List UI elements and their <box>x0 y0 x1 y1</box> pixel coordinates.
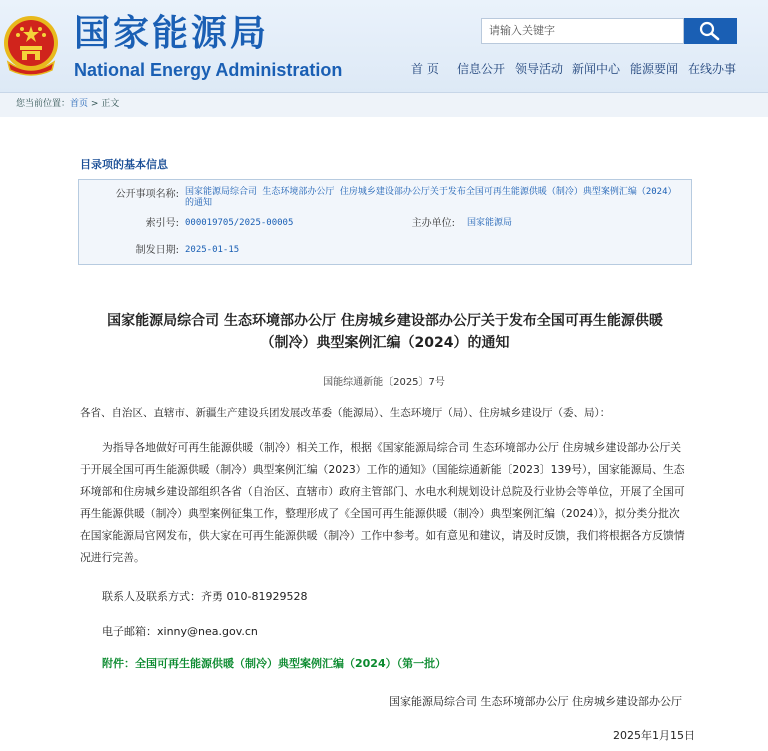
contact-email: 电子邮箱：xinny@nea.gov.cn <box>102 625 258 638</box>
search-button[interactable] <box>684 18 737 44</box>
breadcrumb <box>16 97 119 111</box>
meta-unit-value: 国家能源局 <box>467 218 513 228</box>
meta-name-value: 国家能源局综合司 生态环境部办公厅 住房城乡建设部办公厅关于发布全国可再生能源供暖（制冷）典型案例汇编（2024）的通知 <box>185 187 677 208</box>
meta-info-box <box>78 179 692 265</box>
breadcrumb-home[interactable]: 首页 <box>70 99 89 109</box>
site-title-cn[interactable]: 国家能源局 <box>74 13 270 54</box>
article-recipients: 各省、自治区、直辖市、新疆生产建设兵团发展改革委（能源局）、生态环境厅（局）、住房城乡建设厅（委、局）： <box>80 407 611 419</box>
breadcrumb-prefix: 您当前位置： <box>16 99 71 109</box>
sign-date: 2025年1月15日 <box>613 729 695 742</box>
site-header <box>0 0 768 92</box>
meta-date-value: 2025-01-15 <box>185 245 240 255</box>
nav-info-disclosure[interactable]: 信息公开 <box>457 62 506 76</box>
search-icon <box>699 21 721 41</box>
article-body: 为指导各地做好可再生能源供暖（制冷）相关工作，根据《国家能源局综合司 生态环境部办公厅 住房城乡建设部办公厅关于开展全国可再生能源供暖（制冷）典型案例汇编（2023）工作的通知》（国能综通新能〔2023〕139号），国家能源局、生态环境部和住房城乡建设部组织各省（自治区、直辖市）政府主管部门、水电水利规划设计总院及行业协会等单位，开展了全国可再生能源供暖（制冷）典型案例征集工作，整理形成了《全国可再生能源供暖（制冷）典型案例汇编（2024）》，拟分类分批次在国家能源局官网发布，供大家在可再生能源供暖（制冷）工作中参考。如有意见和建议，请及时反馈，我们将根据各方反馈情况进行完善。 <box>80 441 685 564</box>
meta-date-label: 制发日期: <box>135 245 179 256</box>
nav-energy-news[interactable]: 能源要闻 <box>630 62 679 76</box>
meta-section-title: 目录项的基本信息 <box>80 158 168 171</box>
breadcrumb-separator: > <box>88 99 102 109</box>
signatories: 国家能源局综合司 生态环境部办公厅 住房城乡建设部办公厅 <box>389 695 682 708</box>
nav-online-services[interactable]: 在线办事 <box>688 62 737 76</box>
meta-index-value: 000019705/2025-00005 <box>185 218 294 228</box>
nav-leadership[interactable]: 领导活动 <box>515 62 564 76</box>
meta-index-label: 索引号: <box>145 218 179 229</box>
nav-home[interactable]: 首 页 <box>411 62 439 76</box>
nav-news-center[interactable]: 新闻中心 <box>572 62 621 76</box>
contact-info: 联系人及联系方式：齐勇 010-81929528 <box>102 590 308 603</box>
breadcrumb-current: 正文 <box>101 99 120 109</box>
national-emblem-icon <box>2 14 60 76</box>
article-title-line1: 国家能源局综合司 生态环境部办公厅 住房城乡建设部办公厅关于发布全国可再生能源供暖 <box>107 313 663 329</box>
meta-unit-label: 主办单位: <box>411 218 455 229</box>
article-title <box>60 310 710 354</box>
meta-name-label: 公开事项名称: <box>115 189 179 200</box>
article-title-line2: （制冷）典型案例汇编（2024）的通知 <box>260 335 510 351</box>
search-input[interactable]: 请输入关键字 <box>481 18 684 44</box>
attachment-link[interactable]: 附件：全国可再生能源供暖（制冷）典型案例汇编（2024）（第一批） <box>102 657 447 670</box>
document-number: 国能综通新能〔2025〕7号 <box>323 377 445 388</box>
site-title-en[interactable]: National Energy Administration <box>74 60 343 80</box>
